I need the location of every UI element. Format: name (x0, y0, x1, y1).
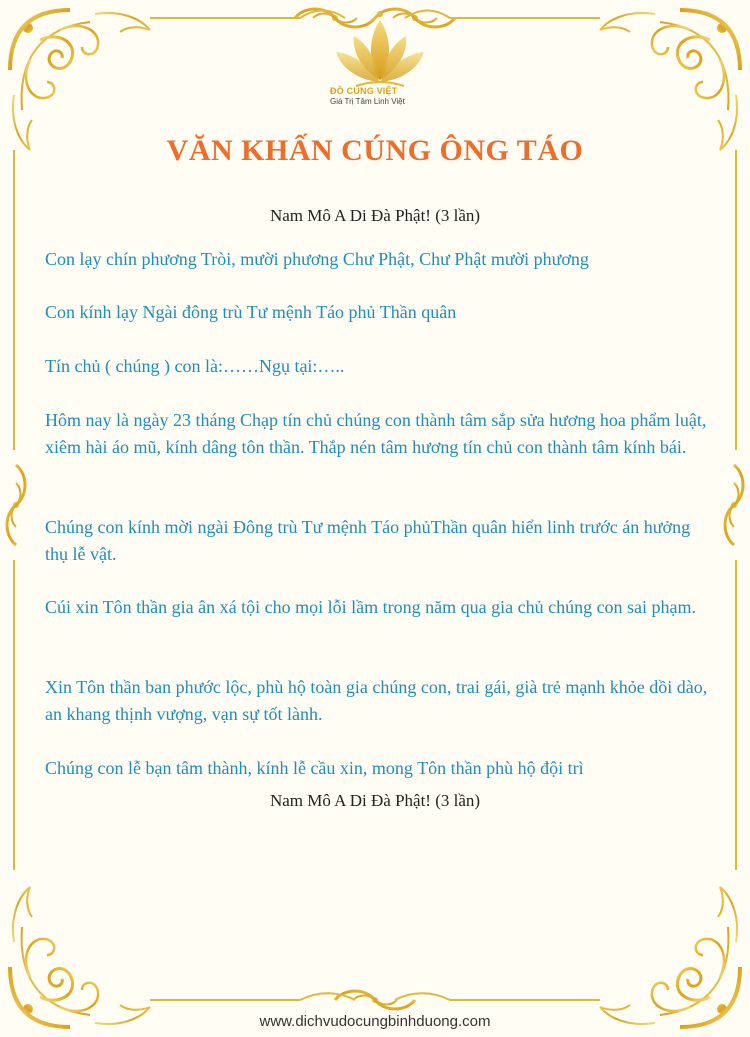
page-title: VĂN KHẤN CÚNG ÔNG TÁO (166, 134, 584, 167)
prayer-paragraph: Cúi xin Tôn thần gia ân xá tội cho mọi lỗi lầm trong năm qua gia chủ chúng con sai phạm. (45, 597, 697, 617)
brand-block (330, 86, 430, 107)
prayer-paragraph: Con kính lạy Ngài đông trù Tư mệnh Táo phủ Thần quân (45, 302, 457, 322)
prayer-paragraph: Tín chủ ( chúng ) con là:……Ngụ tại:….. (45, 356, 345, 376)
invocation-top: Nam Mô A Di Đà Phật! (3 lần) (269, 206, 481, 225)
invocation-bottom: Nam Mô A Di Đà Phật! (3 lần) (269, 791, 481, 810)
prayer-paragraph: Hôm nay là ngày 23 tháng Chạp tín chủ chúng con thành tâm sắp sửa hương hoa phẩm luật, xiêm hài áo mũ, kính dâng tôn thần. Thắp nén tâm hương tín chủ con thành tâm kính bái. (45, 410, 707, 457)
prayer-paragraph: Xin Tôn thần ban phước lộc, phù hộ toàn gia chúng con, trai gái, già trẻ mạnh khỏe dồi dào, an khang thịnh vượng, vạn sự tốt lành. (45, 677, 708, 724)
prayer-paragraph: Chúng con kính mời ngài Đông trù Tư mệnh Táo phủThần quân hiển linh trước án hưởng thụ lễ vật. (45, 517, 691, 564)
prayer-paragraph: Chúng con lễ bạn tâm thành, kính lễ cầu xin, mong Tôn thần phù hộ đội trì (45, 758, 584, 778)
brand-name: ĐỒ CÚNG VIỆT (330, 86, 398, 96)
footer-url: www.dichvudocungbinhduong.com (259, 1013, 491, 1030)
prayer-paragraph: Con lạy chín phương Tròi, mười phương Chư Phật, Chư Phật mười phương (45, 249, 589, 269)
brand-tagline: Giá Trị Tâm Linh Việt (330, 97, 405, 106)
